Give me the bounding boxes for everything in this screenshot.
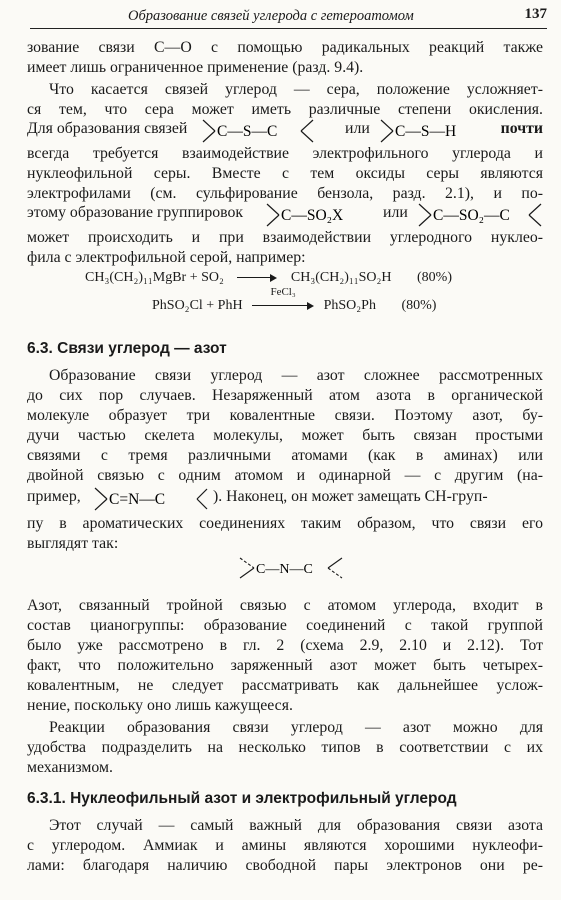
text-line: молекуле образует три ковалентные связи. Поэтому азот, бу- [27, 407, 543, 424]
structure-c-so2-c [417, 202, 543, 228]
text-line: лами: благодаря наличию свободной пары электронов они ре- [27, 857, 543, 874]
text-line: зование связи C—O с помощью радикальных реакций также [27, 39, 543, 56]
structure-label: C=N—C [109, 491, 166, 508]
text-fragment: пример, [27, 488, 81, 505]
text-line: Что касается связей углерод — сера, положение усложняет- [49, 81, 543, 98]
text-line: Образование связи углерод — азот сложнее рассмотренных [49, 367, 543, 384]
text-fragment: почти [500, 120, 543, 137]
equation-2-catalyst: FeCl₃ [270, 286, 296, 298]
text-line: дучи частью скелета молекулы, может быть связан простыми [27, 427, 543, 444]
text-line: было уже рассмотрено в гл. 2 (схема 2.9, 2.10 и 2.12). Тот [27, 637, 543, 654]
text-line: удобства подразделить на несколько типов в соответствии с их [27, 739, 543, 756]
text-line: имеет лишь ограниченное применение (разд. 9.4). [27, 59, 364, 76]
text-line: с углеродом. Аммиак и амины являются хорошими нуклеофи- [27, 837, 543, 854]
structure-imine [93, 486, 213, 512]
reaction-arrow [237, 273, 277, 283]
structure-line [27, 118, 543, 144]
structure-label: C—SO₂—C [433, 207, 510, 224]
text-line: пу в ароматических соединениях таким образом, что связи его [27, 515, 543, 532]
text-fragment: или [383, 204, 408, 221]
structure-label: C—S—C [217, 123, 278, 140]
structure-line [27, 202, 543, 228]
text-line: Реакции образования связи углерод — азот можно для [49, 719, 543, 736]
text-line: всегда требуется взаимодействие электрофильного углерода и [27, 145, 543, 162]
subsection-heading: 6.3.1. Нуклеофильный азот и электрофильный углерод [27, 790, 457, 807]
running-header-title: Образование связей углерода с гетероатомом [128, 8, 414, 24]
reaction-arrow [252, 301, 314, 311]
text-line: фила с электрофильной серой, например: [27, 249, 306, 266]
structure-line [27, 486, 543, 512]
aromatic-cnc-structure [236, 550, 346, 582]
text-line: состав цианогруппы: образование соединений с такой группой [27, 617, 543, 634]
equation-2 [152, 286, 437, 314]
section-heading: 6.3. Связи углерод — азот [27, 340, 227, 357]
text-fragment: ). Наконец, он может замещать CH-груп- [213, 488, 488, 505]
equation-2-left: PhSO₂Cl + PhH [152, 298, 243, 313]
text-line: Этот случай — самый важный для образования связи азота [49, 817, 543, 834]
text-line: ковалентным, не следует рассматривать как дальнейшее услож- [27, 677, 543, 694]
text-line: связями с тремя различными атомами (как в аминах) или [27, 447, 543, 464]
text-line: нуклеофильной серы. Вместе с тем оксиды серы являются [27, 165, 543, 182]
text-line: факт, что положительно заряженный азот может быть четырех- [27, 657, 543, 674]
text-line: ся тем, что сера может иметь различные степени окисления. [27, 101, 543, 118]
equation-1-yield: (80%) [417, 270, 453, 285]
text-fragment: Для образования связей [27, 120, 188, 137]
text-line: выглядят так: [27, 535, 119, 552]
equation-1-right: CH₃(CH₂)₁₁SO₂H [290, 270, 392, 285]
equation-2-yield: (80%) [401, 298, 437, 313]
text-fragment: этому образование группировок [27, 204, 244, 221]
text-line: двойной связью с одним атомом и одинарной — с другим (на- [27, 467, 543, 484]
text-fragment: или [345, 120, 370, 137]
running-header [30, 6, 547, 29]
text-line: может происходить и при взаимодействии углеродного нуклео- [27, 229, 543, 246]
text-line: Азот, связанный тройной связью с атомом углерода, входит в [27, 597, 543, 614]
structure-label: C—N—C [256, 562, 313, 577]
text-line: нение, поскольку оно лишь кажущееся. [27, 697, 293, 714]
equation-1-left: CH₃(CH₂)₁₁MgBr + SO₂ [85, 270, 224, 285]
structure-c-s-c [201, 118, 333, 144]
equation-2-right: PhSO₂Ph [323, 298, 376, 313]
equation-1 [85, 270, 452, 286]
structure-label: C—SO₂X [281, 207, 344, 224]
structure-label: C—S—H [395, 123, 457, 140]
text-line: до сих пор случаев. Незаряженный атом азота в органической [27, 387, 543, 404]
text-line: механизмом. [27, 759, 113, 776]
text-line: электрофилами (см. сульфирование бензола, разд. 2.1), и по- [27, 185, 543, 202]
structure-c-so2x [265, 202, 377, 228]
page-number: 137 [524, 6, 547, 22]
structure-c-s-h [379, 118, 501, 144]
